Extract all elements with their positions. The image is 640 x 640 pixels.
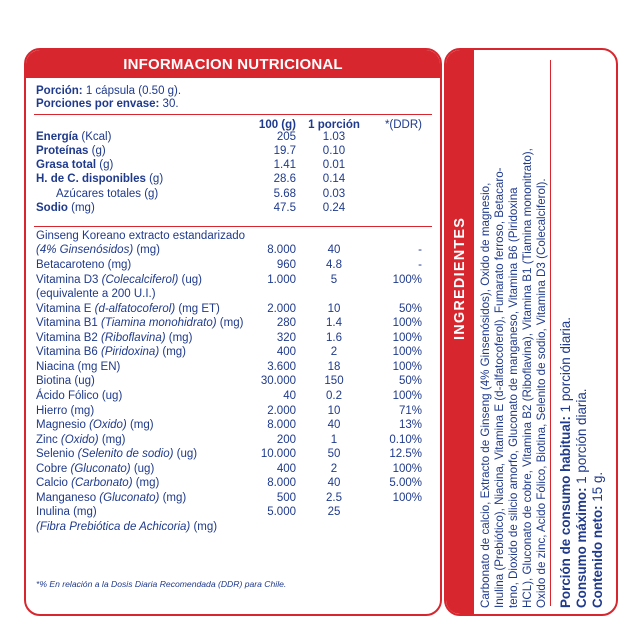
divider: [34, 114, 432, 115]
value-serving: 2: [330, 346, 338, 359]
nutrient-label: Biotina (ug): [36, 375, 95, 388]
nutrient-label: Vitamina B2 (Riboflavina) (mg): [36, 331, 193, 344]
value-serving: 2.5: [326, 491, 342, 504]
value-ddr: 100%: [392, 389, 422, 402]
nutrient-label: H. de C. disponibles (g): [36, 173, 164, 185]
value-serving: 5: [330, 273, 338, 286]
nutrient-row: [36, 374, 432, 388]
col-header-ddr: *(DDR): [384, 119, 422, 131]
nutrient-row: [36, 462, 432, 476]
value-serving: 150: [324, 375, 344, 388]
value-serving: 1.03: [322, 131, 346, 143]
nutrient-label: Energía (Kcal): [36, 131, 112, 143]
nutrient-label: Calcio (Carbonato) (mg): [36, 477, 160, 490]
nutrient-note: (Fibra Prebiótica de Achicoria) (mg): [36, 520, 218, 533]
value-serving: 0.2: [326, 389, 342, 402]
value-serving: 2: [330, 462, 338, 475]
nutrient-label: (equivalente a 200 U.I.): [36, 288, 156, 301]
value-100g: 200: [276, 433, 296, 446]
nutrient-row: [36, 158, 432, 172]
nutrient-row: [36, 201, 432, 215]
ingredients-divider: [550, 60, 551, 606]
value-100g: 28.6: [273, 173, 296, 185]
consumption-line: Porción de consumo habitual: 1 porción diaria.: [558, 317, 573, 608]
value-100g: 280: [276, 317, 296, 330]
nutrient-label: Selenio (Selenito de sodio) (ug): [36, 448, 198, 461]
value-ddr: 100%: [392, 462, 422, 475]
value-100g: 3.600: [267, 360, 296, 373]
nutrient-row: [36, 389, 432, 403]
nutrient-label: Magnesio (Oxido) (mg): [36, 419, 154, 432]
ingredient-line: Carbonato de calcio, Extracto de Ginseng (4% Ginsenósidos), Oxido de magnesio,: [479, 182, 492, 608]
value-ddr: 100%: [392, 360, 422, 373]
value-100g: 1.41: [273, 159, 296, 171]
nutrient-label: Proteínas (g): [36, 145, 106, 157]
value-ddr: 100%: [392, 317, 422, 330]
nutrient-row: [36, 287, 432, 301]
nutrient-label: Inulina (mg): [36, 506, 97, 519]
nutrient-label: Ácido Fólico (ug): [36, 389, 123, 402]
nutrient-row: [36, 187, 432, 201]
col-header-100g: 100 (g): [258, 119, 296, 131]
nutrient-label: Sodio (mg): [36, 202, 95, 214]
value-serving: 18: [327, 360, 341, 373]
value-100g: 40: [283, 389, 296, 402]
nutrient-label: Grasa total (g): [36, 159, 114, 171]
value-serving: 40: [327, 244, 341, 256]
value-serving: 10: [327, 302, 341, 315]
value-serving: 40: [327, 477, 341, 490]
value-100g: 10.000: [260, 448, 296, 461]
value-ddr: 100%: [392, 331, 422, 344]
value-100g: 1.000: [267, 273, 296, 286]
nutrient-label: Vitamina D3 (Colecalciferol) (ug): [36, 273, 202, 286]
nutrient-label: Vitamina B1 (Tiamina monohidrato) (mg): [36, 317, 244, 330]
value-100g: 30.000: [260, 375, 296, 388]
value-100g: 8.000: [267, 244, 296, 256]
value-ddr: -: [418, 244, 422, 256]
ingredients-title-band: [446, 50, 474, 614]
nutrient-label: Cobre (Gluconato) (ug): [36, 462, 155, 475]
value-serving: 10: [327, 404, 341, 417]
value-serving: 0.01: [322, 159, 346, 171]
ingredients-title: INGREDIENTES: [452, 216, 468, 340]
value-100g: 2.000: [267, 404, 296, 417]
value-100g: 47.5: [273, 202, 296, 214]
value-serving: 1: [330, 433, 338, 446]
value-serving: 0.24: [322, 202, 346, 214]
nutrient-row: [36, 418, 432, 432]
nutrient-label: (4% Ginsenósidos) (mg): [36, 244, 160, 256]
ingredient-line: HCL), Gluconato de cobre, Vitamina B2 (Riboflavina), Vitamina B1 (Tiamina mononitrato),: [521, 148, 534, 608]
nutrient-row: [36, 144, 432, 158]
nutrient-label: Vitamina B6 (Piridoxina) (mg): [36, 346, 187, 359]
nutrient-label: Manganeso (Gluconato) (mg): [36, 491, 187, 504]
value-serving: 0.03: [322, 188, 346, 200]
nutrient-label: Niacina (mg EN): [36, 360, 121, 373]
value-serving: 0.14: [322, 173, 346, 185]
nutrition-facts-panel: [24, 48, 442, 616]
nutrient-row: [36, 345, 432, 359]
nutrient-label: Azúcares totales (g): [56, 188, 159, 200]
nutrient-label: Hierro (mg): [36, 404, 95, 417]
value-100g: 5.000: [267, 506, 296, 519]
nutrient-row: [36, 130, 432, 144]
value-ddr: 13%: [398, 419, 422, 432]
value-ddr: 5.00%: [389, 477, 422, 490]
value-100g: 320: [276, 331, 296, 344]
nutrient-label: Betacaroteno (mg): [36, 259, 132, 271]
value-100g: 2.000: [267, 302, 296, 315]
col-header-serving: 1 porción: [308, 119, 360, 131]
serving-size: Porción: 1 cápsula (0.50 g).: [36, 85, 182, 97]
value-100g: 400: [276, 346, 296, 359]
nutrient-row: [36, 491, 432, 505]
value-100g: 8.000: [267, 477, 296, 490]
value-ddr: -: [418, 259, 422, 271]
nutrient-row: [36, 360, 432, 374]
nutrient-row: [36, 447, 432, 461]
nutrient-row: [36, 433, 432, 447]
value-100g: 8.000: [267, 419, 296, 432]
divider: [34, 226, 432, 227]
nutrient-row: [36, 331, 432, 345]
value-ddr: 100%: [392, 346, 422, 359]
nutrient-row: Ginseng Koreano extracto estandarizado: [36, 230, 246, 242]
nutrient-row: [36, 172, 432, 186]
value-100g: 400: [276, 462, 296, 475]
nutrient-row: [36, 476, 432, 490]
value-serving: 0.10: [322, 145, 346, 157]
value-serving: 1.4: [326, 317, 342, 330]
nutrient-row: [36, 243, 432, 257]
ingredient-line: Inulina (Prebiótico), Niacina, Vitamina E (d-alfatocoferol), Fumarato ferroso, Betacaro-: [493, 167, 506, 608]
ingredient-line: Oxido de zinc, Acido Fólico, Biotina, Selenito de sodio, Vitamina D3 (Colecalciferol).: [535, 178, 548, 608]
value-ddr: 71%: [398, 404, 422, 417]
nutrient-row: [36, 404, 432, 418]
consumption-line: Contenido neto: 15 g.: [590, 471, 606, 608]
value-100g: 5.68: [273, 188, 296, 200]
nutrition-header: INFORMACION NUTRICIONAL: [26, 50, 440, 78]
value-ddr: 12.5%: [389, 448, 422, 461]
nutrient-row: [36, 505, 432, 519]
nutrient-row: [36, 258, 432, 272]
value-ddr: 50%: [398, 302, 422, 315]
consumption-line: Consumo máximo: 1 porción diaria.: [574, 388, 590, 608]
value-serving: 4.8: [326, 259, 342, 271]
ingredient-line: teno, Dioxido de silicio amorfo, Gluconato de manganeso, Vitamina B6 (Piridoxina: [507, 187, 520, 608]
nutrient-row: [36, 316, 432, 330]
nutrient-row: [36, 302, 432, 316]
value-ddr: 50%: [398, 375, 422, 388]
value-100g: 205: [276, 131, 296, 143]
servings-per-container: Porciones por envase: 30.: [36, 98, 179, 110]
value-serving: 1.6: [326, 331, 342, 344]
value-100g: 960: [276, 259, 296, 271]
value-100g: 500: [276, 491, 296, 504]
value-ddr: 0.10%: [389, 433, 422, 446]
nutrient-row: [36, 273, 432, 287]
value-ddr: 100%: [392, 491, 422, 504]
value-serving: 40: [327, 419, 341, 432]
ingredients-panel: [444, 48, 618, 616]
value-100g: 19.7: [273, 145, 296, 157]
nutrient-label: Zinc (Oxido) (mg): [36, 433, 126, 446]
footnote: *% En relación a la Dosis Diaria Recomendada (DDR) para Chile.: [36, 579, 287, 589]
value-ddr: 100%: [392, 273, 422, 286]
value-serving: 25: [327, 506, 341, 519]
nutrient-label: Vitamina E (d-alfatocoferol) (mg ET): [36, 302, 220, 315]
value-serving: 50: [327, 448, 341, 461]
